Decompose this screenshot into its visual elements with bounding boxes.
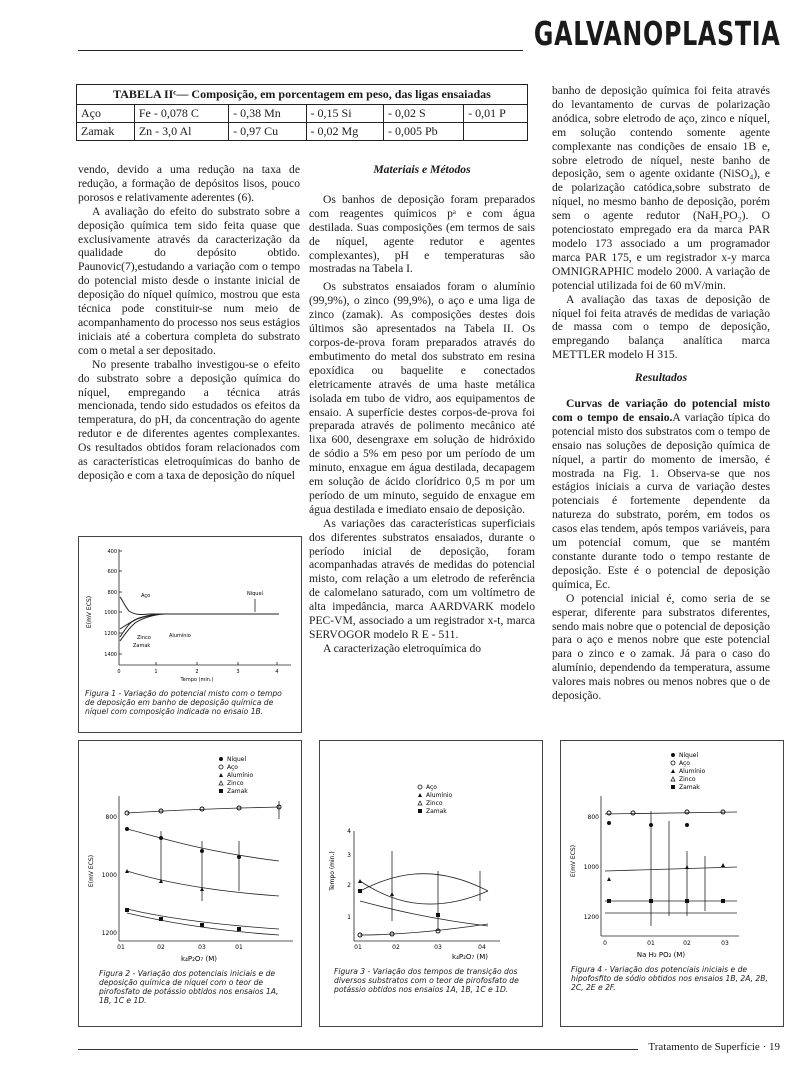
x-axis-label: Na H₂ PO₂ (M) xyxy=(636,951,686,959)
table-cell: Zamak xyxy=(77,123,135,141)
paragraph: Os banhos de deposição foram preparados com reagentes químicos pᵃ e com água destilada. Suas composições (em termos de sais de níquel, agente redutor e agentes complexantes), pH e temperaturas são mostradas na Tabela I. xyxy=(309,192,535,276)
y-axis-label: E(mV ECS) xyxy=(88,854,95,888)
paragraph: Os substratos ensaiados foram o alumínio (99,9%), o zinco (99,9%), o aço e uma liga de zinco (zamak). As composições destes dois últimos são apresentados na Tabela II. Os corpos-de-prova foram preparados através do embutimento do metal dos substrato em resina epoxídica ou baquelite e conectados eletricamente através de uma haste metálica isolada em tubo de vidro, aos equipamentos de ensaio. A superfície destes corpos-de-prova foi preparada através de polimento mecânico até lixa 600, desengraxe em solução de hidróxido de sódio a 5% em peso por um período de um minuto, enxague em água destilada, decapagem em solução de ácido clorídrico 0,5 m por um período de um minuto, seguido de enxague em água destilada e imediato ensaio de deposição. xyxy=(309,280,535,516)
y-tick: 800 xyxy=(587,814,599,821)
legend-item: Aço xyxy=(426,784,437,791)
y-tick: 600 xyxy=(107,569,117,575)
legend-item: Zinco xyxy=(679,776,696,783)
legend-item: Zinco xyxy=(426,800,443,807)
paragraph: banho de deposição química foi feita através do levantamento de curvas de polarização anódica, sobre eletrodo de aço, zinco e níquel, em solução contendo somente agente complexante nas condições de ensaio 1B e, sobre eletrodo de níquel, neste banho de deposição, sem o agente oxidante (NiSO₄), e de polarização catódica,sobre substrato de níquel, no mesmo banho de deposição, porém sem o agente redutor (NaH₂PO₂). O potenciostato empregado era da marca PAR modelo 173 associado a um programador marca PAR 175, e um registrador x-y marca OMNIGRAPHIC modelo 2000. A variação de potencial utilizada foi de 60 mV/min. xyxy=(552,84,770,292)
table-cell: - 0,01 P xyxy=(464,105,528,123)
section-title: GALVANOPLASTIA xyxy=(533,14,780,53)
y-tick: 1400 xyxy=(104,652,117,658)
y-tick: 400 xyxy=(107,549,117,555)
table-cell: - 0,97 Cu xyxy=(229,123,306,141)
y-tick: 800 xyxy=(107,590,117,596)
column-2 xyxy=(309,163,535,656)
figure-3 xyxy=(319,740,543,1027)
x-tick: 01 xyxy=(117,944,125,951)
x-tick: 1 xyxy=(154,669,158,675)
x-tick: 02 xyxy=(683,940,691,947)
x-tick: 01 xyxy=(647,940,655,947)
figure-1 xyxy=(78,536,302,733)
table-caption: TABELA IIᶜ— Composição, em porcentagem em peso, das ligas ensaiadas xyxy=(77,85,528,105)
y-tick: 3 xyxy=(347,852,351,859)
table-cell: - 0,15 Si xyxy=(306,105,383,123)
section-heading: Resultados xyxy=(634,371,688,385)
x-tick: 0 xyxy=(603,940,607,947)
label-zinco: Zinco xyxy=(137,635,151,641)
figure-2 xyxy=(78,740,302,1027)
y-axis-label: Tempo (min.) xyxy=(329,851,336,891)
paragraph: No presente trabalho investigou-se o efeito do substrato sobre a deposição química do níquel, empregando a técnica atrás mencionada, tendo sido estudados os efeitos da temperatura, do pH, da concentração do agente redutor e de diferentes agentes complexantes. Os resultados obtidos foram relacionados com as características eletroquímicas do banho de deposição e com a taxa de deposição do níquel xyxy=(78,357,300,482)
header-rule xyxy=(78,50,523,51)
table-cell: - 0,38 Mn xyxy=(229,105,306,123)
page-footer xyxy=(648,1041,780,1053)
paragraph: vendo, devido a uma redução na taxa de redução, a formação de depósitos lisos, pouco porosos e relativamente aderentes (6). xyxy=(78,163,300,204)
y-tick: 1000 xyxy=(583,864,599,871)
subheading: Curvas de variação do potencial misto com o tempo de ensaio. xyxy=(552,397,770,424)
y-tick: 1200 xyxy=(583,914,599,921)
paragraph: A avaliação do efeito do substrato sobre a deposição química tem sido feita quase que exclusivamente através da caracterização da qualidade do depósito obtido. Paunovic(7),estudando a variação com o tempo do potencial misto desde o instante inicial de deposição do níquel químico, mostrou que esta técnica pode constituir-se num meio de acompanhamento do processo nos seus estágios iniciais até a cobertura completa do substrato com o metal a ser depositado. xyxy=(78,204,300,357)
legend-item: Alumínio xyxy=(227,772,254,779)
table-cell: - 0,02 S xyxy=(383,105,463,123)
table-cell: Fe - 0,078 C xyxy=(134,105,228,123)
legend-item: Níquel xyxy=(679,752,699,759)
x-axis-label: Tempo (min.) xyxy=(180,677,214,683)
table-cell: - 0,005 Pb xyxy=(383,123,463,141)
table-cell: Zn - 3,0 Al xyxy=(134,123,228,141)
paragraph: O potencial inicial é, como seria de se esperar, diferente para substratos diferentes, sendo mais nobre que o potencial de deposição para o aço e menos nobre que este potencial para o zinco e o zamak. Já para o caso do alumínio, dependendo da temperatura, assume valores mais nobres ou menos nobres que o de deposição. xyxy=(552,591,770,703)
y-tick: 1000 xyxy=(104,610,117,616)
x-tick: 03 xyxy=(434,944,442,951)
page-number: · 19 xyxy=(762,1041,780,1053)
legend-item: Níquel xyxy=(227,756,247,763)
legend-item: Zamak xyxy=(227,788,248,795)
label-aluminio: Alumínio xyxy=(169,633,191,639)
footer-rule xyxy=(78,1049,638,1050)
x-tick: 02 xyxy=(392,944,400,951)
y-tick: 1200 xyxy=(101,930,117,937)
y-tick: 1000 xyxy=(101,872,117,879)
paragraph: A avaliação das taxas de deposição de níquel foi feita através de medidas de variação de massa com o tempo de deposição, empregando balança analítica marca METTLER modelo H 315. xyxy=(552,292,770,362)
x-tick: 04 xyxy=(478,944,486,951)
section-heading: Materiais e Métodos xyxy=(373,163,471,176)
journal-name: Tratamento de Superfície xyxy=(648,1041,760,1053)
table-row xyxy=(77,123,528,141)
y-tick: 800 xyxy=(105,814,117,821)
x-tick: 03 xyxy=(721,940,729,947)
table-cell xyxy=(464,123,528,141)
paragraph: A variação típica do potencial misto dos substratos com o tempo de ensaio nas soluções de deposição química de níquel, a partir do momento de imersão, é mostrada na Fig. 1. Observa-se que nos estágios iniciais a curva de variação destes potenciais é fortemente dependente da natureza do substrato, porém, em todos os casos elas tendem, após tempos variáveis, para um potencial comum, que se mantém constante durante todo o tempo restante de deposição. Este é o potencial de deposição química, Ec. xyxy=(552,410,770,591)
column-3 xyxy=(552,84,770,703)
table-cell: - 0,02 Mg xyxy=(306,123,383,141)
legend-item: Zamak xyxy=(426,808,447,815)
legend-item: Zamak xyxy=(679,784,700,791)
label-niquel: Níquel xyxy=(247,591,263,597)
legend-item: Alumínio xyxy=(426,792,453,799)
legend-item: Aço xyxy=(227,764,238,771)
paragraph: As variações das características superficiais dos diferentes substratos ensaiados, durante o período inicial de deposição, foram acompanhadas através de medidas do potencial misto, com relação a um eletrodo de referência de calomelano saturado, com um voltímetro de alta impedância, marca AARDVARK modelo PEC-VM, associado a um registrador x-t, marca SERVOGOR modelo R E - 511. xyxy=(309,516,535,641)
table-cell: Aço xyxy=(77,105,135,123)
composition-table xyxy=(76,84,528,141)
y-tick: 1200 xyxy=(104,631,117,637)
table-row xyxy=(77,105,528,123)
x-tick: 01 xyxy=(354,944,362,951)
figure-caption: Figura 2 - Variação dos potenciais iniciais e de deposição química de níquel com o teor de pirofosfato de potássio obtidos nos ensaios 1A, 1B, 1C e 1D. xyxy=(99,969,279,1005)
label-zamak: Zamak xyxy=(133,643,151,649)
y-axis-label: E(mV ECS) xyxy=(570,844,577,878)
figure-caption: Figura 4 - Variação dos potenciais iniciais e de hipofosfito de sódio obtidos nos ensaios 1B, 2A, 2B, 2C, 2E e 2F. xyxy=(571,965,768,992)
y-tick: 4 xyxy=(347,828,351,835)
x-tick: 4 xyxy=(275,669,279,675)
x-tick: 2 xyxy=(195,669,199,675)
y-tick: 1 xyxy=(347,914,351,921)
legend-item: Aço xyxy=(679,760,690,767)
x-tick: 0 xyxy=(117,669,121,675)
x-tick: 02 xyxy=(157,944,165,951)
figure-4 xyxy=(560,740,784,1027)
x-axis-label: k₄P₂O₇ (M) xyxy=(181,955,217,963)
y-axis-label: E(mV ECS) xyxy=(86,595,93,629)
x-axis-label: k₄P₂O₇ (M) xyxy=(452,953,488,961)
y-tick: 2 xyxy=(347,882,351,889)
paragraph: A caracterização eletroquímica do xyxy=(323,641,482,655)
column-1 xyxy=(78,163,300,483)
label-aco: Aço xyxy=(141,593,151,599)
figure-caption: Figura 3 - Variação dos tempos de transição dos diversos substratos com o teor de pirofosfato de potássio obtidos nos ensaios 1A, 1B, 1C e 1D. xyxy=(334,967,519,994)
x-tick: 03 xyxy=(198,944,206,951)
x-tick: 3 xyxy=(236,669,240,675)
legend-item: Zinco xyxy=(227,780,244,787)
figure-caption: Figura 1 - Variação do potencial misto com o tempo de deposição em banho de deposição química de níquel com composição indicada no ensaio 1B. xyxy=(85,689,282,716)
x-tick: 01 xyxy=(235,944,243,951)
legend-item: Alumínio xyxy=(679,768,706,775)
